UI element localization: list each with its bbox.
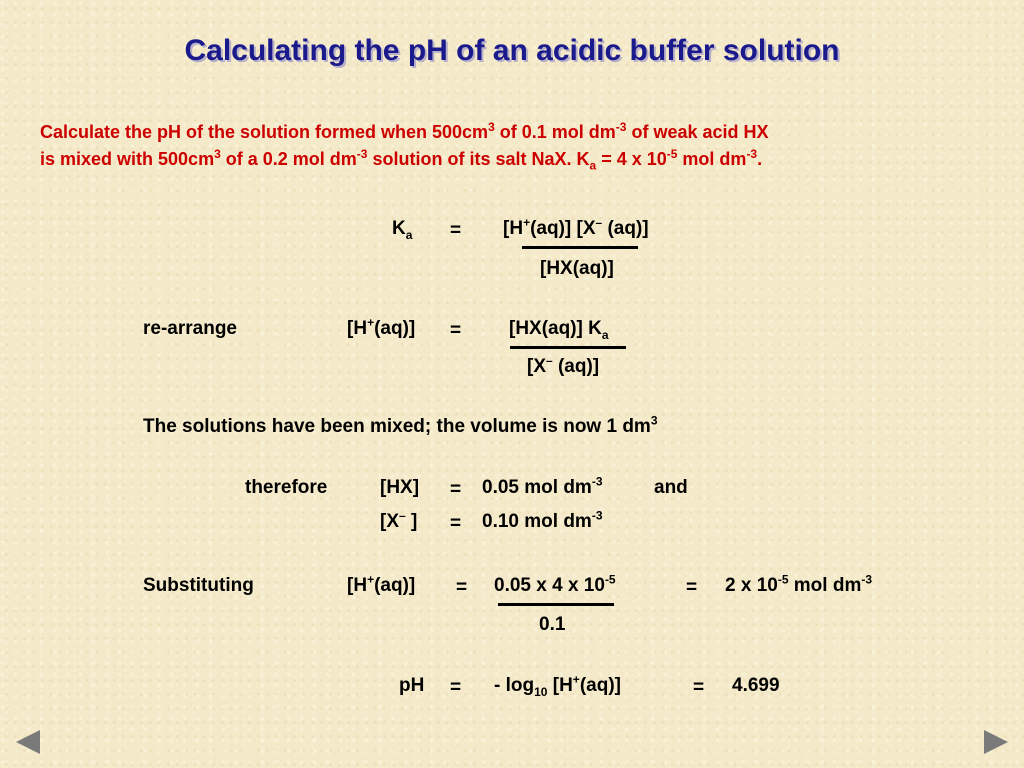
substituting-lhs: [H+(aq)] — [347, 572, 416, 596]
rearrange-fraction-bar — [510, 346, 626, 349]
ka-numerator: [H+(aq)] [X– (aq)] — [503, 215, 649, 239]
rearrange-numerator: [HX(aq)] $K_a$ — [509, 318, 609, 342]
ph-expression: - $\log_{10} [H^+(aq)]$ — [494, 672, 621, 699]
ph-equals: = — [450, 677, 462, 698]
rearrange-denominator: [X– (aq)] — [527, 353, 600, 377]
substituting-label: Substituting — [143, 575, 254, 596]
substituting-denominator: 0.1 — [539, 614, 566, 635]
ph-equals-2: = — [693, 677, 705, 698]
ka-fraction-bar — [522, 246, 638, 249]
substituting-numerator: 0.05 x 4 x $10^{-5}$ — [494, 572, 616, 596]
slide-title: Calculating the pH of an acidic buffer solution — [184, 34, 840, 67]
rearrange-equals: = — [450, 320, 462, 341]
hx-concentration-label: [HX] — [380, 477, 420, 498]
previous-slide-icon[interactable] — [16, 730, 40, 754]
hx-concentration-value: 0.05 mol $dm^{-3}$ — [482, 474, 603, 498]
question-line-1: Calculate the pH of the solution formed when $500cm^3$ of 0.1 mol $dm^{-3}$ of weak acid HX — [40, 120, 769, 142]
substituting-equals: = — [456, 577, 468, 598]
hx-equals: = — [450, 479, 462, 500]
ph-value: 4.699 — [732, 675, 780, 696]
rearrange-lhs: [H+(aq)] — [347, 315, 416, 339]
ka-symbol: $K_a$ — [392, 218, 413, 242]
next-slide-icon[interactable] — [984, 730, 1008, 754]
substituting-fraction-bar — [498, 603, 614, 606]
substituting-result: 2 x $10^{-5}$ mol $dm^{-3}$ — [725, 572, 873, 596]
question-line-2: is mixed with $500cm^3$ of a 0.2 mol $dm^{-3}$ solution of its salt NaX. $K_a = 4$ x $10^{-5}$ mol $dm^{-3}$. — [40, 147, 763, 173]
x-concentration-value: 0.10 mol $dm^{-3}$ — [482, 508, 603, 532]
and-label: and — [654, 477, 688, 498]
rearrange-label: re-arrange — [143, 318, 237, 339]
ka-equals: = — [450, 220, 462, 241]
ka-denominator: [HX(aq)] — [540, 258, 614, 279]
substituting-equals-2: = — [686, 577, 698, 598]
x-equals: = — [450, 513, 462, 534]
therefore-label: therefore — [245, 477, 328, 498]
ph-label: pH — [399, 675, 425, 696]
x-concentration-label: [X– ] — [380, 508, 418, 532]
volume-statement: The solutions have been mixed; the volume is now 1 $dm^3$ — [143, 413, 658, 437]
